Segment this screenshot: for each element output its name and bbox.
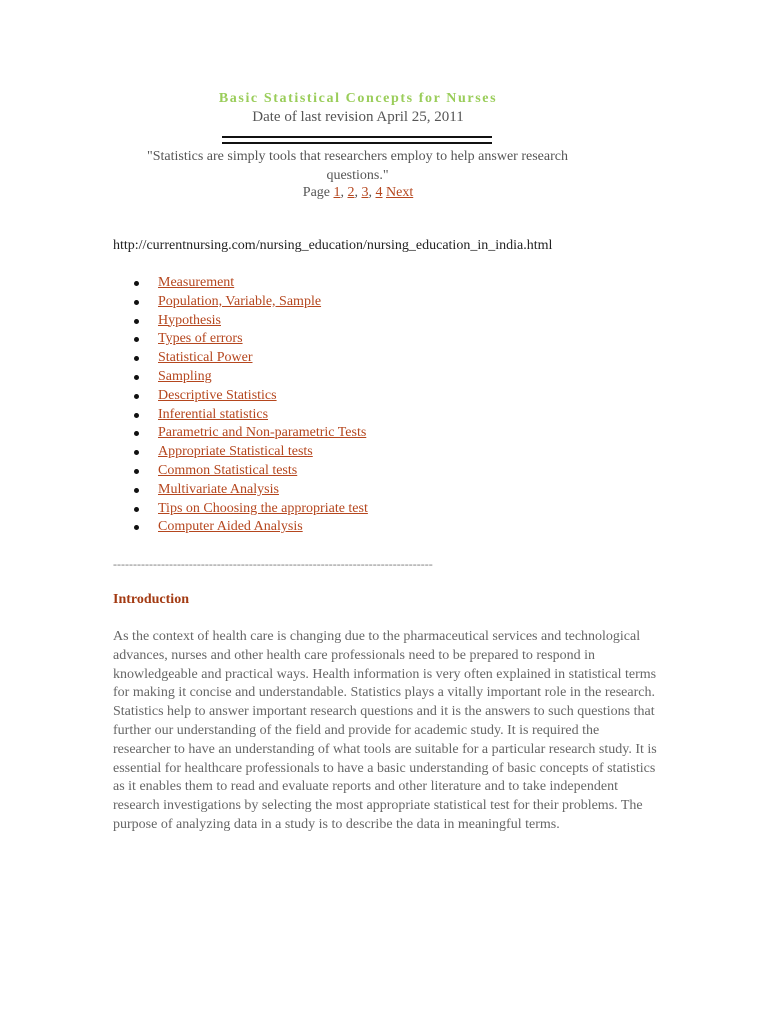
next-page-link[interactable]: Next	[386, 185, 414, 200]
bullet-icon	[134, 431, 139, 436]
bullet-icon	[134, 488, 139, 493]
toc-link-common-tests[interactable]: Common Statistical tests	[158, 462, 298, 478]
toc-link-choosing-test[interactable]: Tips on Choosing the appropriate test	[158, 500, 368, 516]
toc-item	[113, 518, 368, 537]
page-link-1[interactable]: 1	[333, 185, 341, 200]
toc-item	[113, 387, 368, 406]
toc-item	[113, 443, 368, 462]
bullet-icon	[134, 469, 139, 474]
page-link-2[interactable]: 2	[347, 185, 355, 200]
toc-link-multivariate-analysis[interactable]: Multivariate Analysis	[158, 481, 279, 497]
dashed-separator: --------------------------------------------------------------------------------	[113, 557, 433, 571]
toc-link-appropriate-tests[interactable]: Appropriate Statistical tests	[158, 444, 313, 460]
bullet-icon	[134, 337, 139, 342]
title-divider	[222, 136, 492, 144]
bullet-icon	[134, 281, 139, 286]
bullet-icon	[134, 394, 139, 399]
table-of-contents	[113, 274, 368, 537]
page-navigation: Page 1, 2, 3, 4 Next	[302, 185, 414, 200]
bullet-icon	[134, 525, 139, 530]
toc-link-parametric-tests[interactable]: Parametric and Non-parametric Tests	[158, 425, 367, 441]
toc-link-descriptive-statistics[interactable]: Descriptive Statistics	[158, 387, 277, 403]
toc-item	[113, 481, 368, 500]
toc-item	[113, 312, 368, 331]
toc-link-statistical-power[interactable]: Statistical Power	[158, 350, 253, 366]
toc-link-inferential-statistics[interactable]: Inferential statistics	[158, 406, 269, 422]
page-link-3[interactable]: 3	[361, 185, 369, 200]
toc-link-computer-aided-analysis[interactable]: Computer Aided Analysis	[158, 519, 303, 535]
toc-item	[113, 500, 368, 519]
bullet-icon	[134, 300, 139, 305]
toc-link-types-of-errors[interactable]: Types of errors	[158, 331, 243, 347]
introduction-paragraph: As the context of health care is changing due to the pharmaceutical services and technological advances, nurses and other health care professionals need to be prepared to respond in knowledgeable and practical ways. Health information is very often explained in statistical terms for making it concise and understandable. Statistics plays a vitally important role in the research. Statistics help to answer important research questions and it is the answers to such questions that further our understanding of the field and provide for academic study. It is required the researcher to have an understanding of what tools are suitable for a particular research study. It is essential for healthcare professionals to have a basic understanding of basic concepts of statistics as it enables them to read and evaluate reports and other literature and to take independent research investigations by selecting the most appropriate statistical test for their problems. The purpose of analyzing data in a study is to describe the data in meaningful terms.	[113, 629, 657, 832]
epigraph-quote: "Statistics are simply tools that researchers employ to help answer research questions."	[147, 149, 568, 183]
toc-link-sampling[interactable]: Sampling	[158, 368, 212, 384]
page-label: Page	[302, 185, 330, 200]
toc-item	[113, 462, 368, 481]
revision-date: Date of last revision April 25, 2011	[252, 109, 464, 125]
page-link-4[interactable]: 4	[375, 185, 383, 200]
toc-item	[113, 368, 368, 387]
toc-item	[113, 349, 368, 368]
introduction-heading: Introduction	[113, 592, 189, 607]
bullet-icon	[134, 375, 139, 380]
toc-item	[113, 274, 368, 293]
toc-item	[113, 330, 368, 349]
toc-link-population[interactable]: Population, Variable, Sample	[158, 293, 322, 309]
toc-link-measurement[interactable]: Measurement	[158, 275, 235, 290]
toc-item	[113, 293, 368, 312]
bullet-icon	[134, 356, 139, 361]
bullet-icon	[134, 413, 139, 418]
toc-item	[113, 424, 368, 443]
bullet-icon	[134, 450, 139, 455]
source-url: http://currentnursing.com/nursing_education/nursing_education_in_india.html	[113, 238, 553, 253]
bullet-icon	[134, 319, 139, 324]
toc-item	[113, 406, 368, 425]
toc-link-hypothesis[interactable]: Hypothesis	[158, 312, 221, 328]
bullet-icon	[134, 507, 139, 512]
document-title: Basic Statistical Concepts for Nurses	[218, 91, 498, 106]
